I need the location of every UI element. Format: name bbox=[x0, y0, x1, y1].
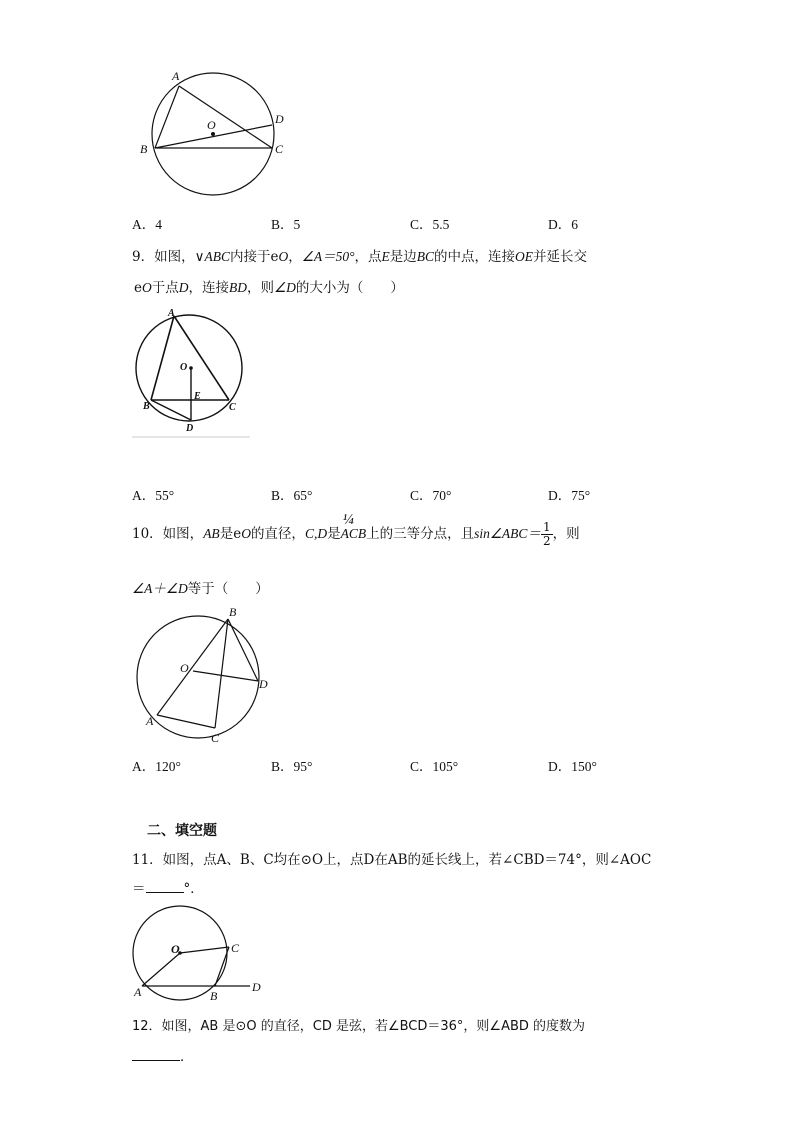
q9-line-ac bbox=[174, 316, 229, 400]
q10-stem-line1: 10．如图，AB是eO的直径，C,D是 ¼ ACB上的三等分点，且sin∠ABC＝ $\frac{1}{2}$ ，则 bbox=[132, 512, 580, 548]
q11-line-oa bbox=[142, 953, 180, 986]
q10-option-b: B．95° bbox=[271, 759, 313, 774]
q11-line-oc bbox=[180, 947, 229, 953]
q9-label-c: C bbox=[229, 402, 236, 413]
q9-stem-line1: 9．如图，∨ABC内接于eO，∠A＝50°，点E是边BC的中点，连接OE并延长交 bbox=[132, 249, 587, 265]
q8-line-ac bbox=[179, 86, 272, 148]
q11-line-bc bbox=[215, 947, 229, 986]
q9-option-c: C．70° bbox=[410, 488, 452, 503]
q8-option-d: D．6 bbox=[548, 217, 578, 232]
q10-label-c: C bbox=[211, 731, 220, 745]
q8-option-b: B．5 bbox=[271, 217, 301, 232]
q10-circle bbox=[137, 616, 259, 738]
q12-answer-blank[interactable] bbox=[132, 1048, 180, 1061]
q8-option-a: A．4 bbox=[132, 217, 162, 232]
q10-figure bbox=[135, 602, 275, 747]
q9-option-b: B．65° bbox=[271, 488, 313, 503]
q10-label-a: A bbox=[146, 714, 154, 728]
q9-option-a: A．55° bbox=[132, 488, 175, 503]
q12-stem-line2: ． bbox=[132, 1045, 194, 1065]
q10-label-o: O bbox=[180, 661, 189, 675]
q10-stem-line2: ∠A＋∠D等于（ ） bbox=[132, 581, 269, 597]
q8-label-b: B bbox=[140, 142, 148, 156]
q9-center-dot bbox=[189, 366, 193, 370]
q8-label-c: C bbox=[275, 142, 284, 156]
q9-label-b: B bbox=[143, 401, 150, 412]
q10-line-ac bbox=[157, 715, 215, 728]
q10-line-bd bbox=[228, 619, 258, 681]
q12-stem-line1: 12．如图，AB 是⊙O 的直径，CD 是弦，若∠BCD＝36°，则∠ABD 的度数为 bbox=[132, 1019, 586, 1034]
q9-option-d: D．75° bbox=[548, 488, 591, 503]
q10-option-c: C．105° bbox=[410, 759, 459, 774]
q9-stem-line2: eO于点D，连接BD，则∠D的大小为（ ） bbox=[134, 280, 404, 296]
q10-option-a: A．120° bbox=[132, 759, 181, 774]
section-title-fill-blank: 二、填空题 bbox=[147, 823, 217, 839]
q9-figure bbox=[132, 302, 252, 440]
q10-label-d: D bbox=[259, 677, 268, 691]
q8-label-d: D bbox=[275, 112, 284, 126]
q11-answer-blank[interactable] bbox=[146, 880, 184, 893]
q10-label-b: B bbox=[229, 605, 237, 619]
q11-figure bbox=[128, 905, 273, 1005]
q11-stem-line2: ＝ °． bbox=[132, 881, 204, 897]
q9-label-a: A bbox=[168, 308, 175, 319]
q10-option-d: D．150° bbox=[548, 759, 597, 774]
q8-option-c: C．5.5 bbox=[410, 217, 450, 232]
q11-label-d: D bbox=[252, 980, 261, 994]
q11-stem-line1: 11．如图，点A、B、C均在⊙O上，点D在AB的延长线上，若∠CBD＝74°，则∠AOC bbox=[132, 852, 652, 868]
q9-label-o: O bbox=[180, 362, 188, 373]
q8-label-o: O bbox=[207, 118, 216, 132]
q11-label-o: O bbox=[171, 942, 180, 956]
q8-figure bbox=[135, 62, 300, 202]
q9-label-d: D bbox=[186, 423, 194, 434]
q11-label-b: B bbox=[210, 989, 218, 1003]
q10-line-ab bbox=[157, 619, 228, 715]
q11-label-a: A bbox=[134, 985, 142, 999]
q10-line-od bbox=[193, 671, 258, 681]
q8-line-ab bbox=[155, 86, 179, 148]
q8-label-a: A bbox=[172, 69, 180, 83]
q9-label-e: E bbox=[194, 391, 201, 402]
q11-label-c: C bbox=[231, 941, 240, 955]
q8-center-dot bbox=[211, 132, 215, 136]
q9-circle bbox=[136, 315, 242, 421]
q10-line-bc bbox=[215, 619, 228, 728]
